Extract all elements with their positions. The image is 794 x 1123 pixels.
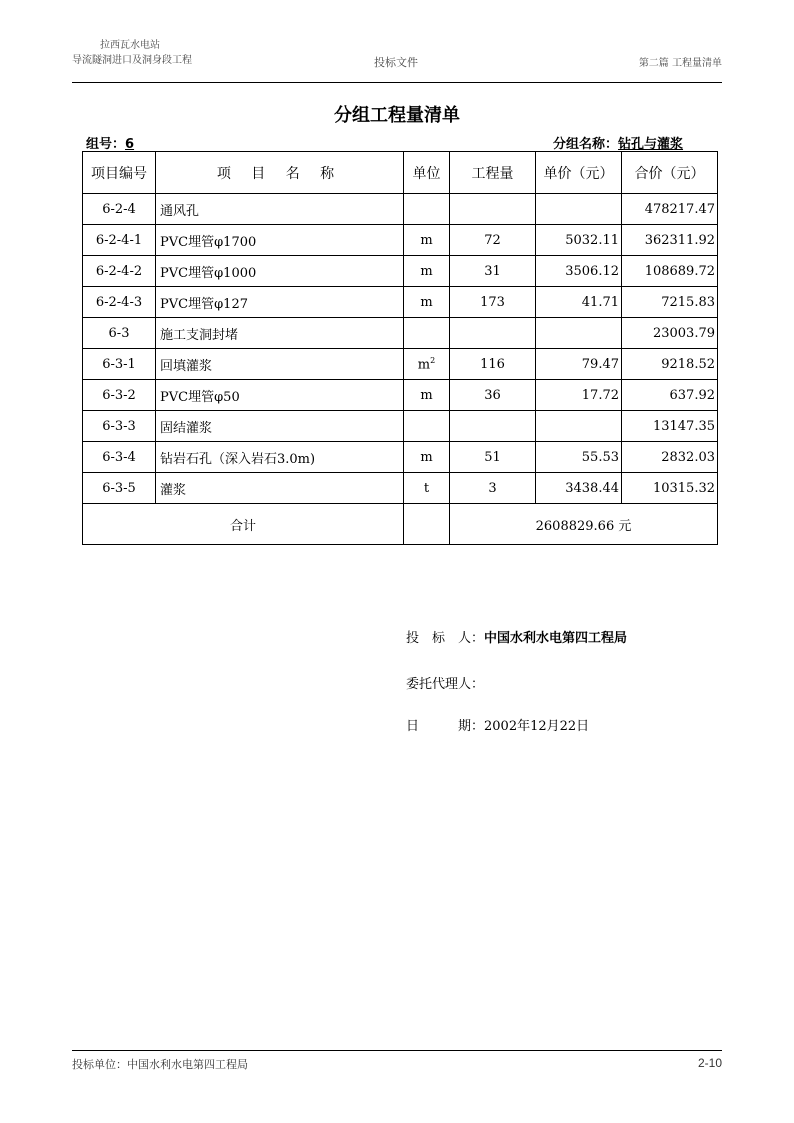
cell-unit-text: m	[420, 263, 433, 279]
cell-total-text: 7215.83	[661, 294, 715, 310]
cell-name-text: PVC埋管φ127	[160, 296, 248, 312]
date-value: 2002年12月22日	[484, 719, 590, 734]
header-project	[72, 38, 192, 68]
cell-total-text: 9218.52	[661, 356, 715, 372]
cell-unit	[404, 473, 450, 504]
cell-price	[536, 225, 622, 256]
cell-code-text: 6-3	[108, 325, 130, 341]
header-project-line2: 导流隧洞进口及洞身段工程	[72, 55, 192, 66]
cell-price	[536, 349, 622, 380]
cell-code-text: 6-2-4-3	[95, 294, 143, 310]
cell-qty	[450, 194, 536, 225]
cell-total-text: 2832.03	[661, 449, 715, 465]
footer-page-number: 2-10	[697, 1056, 722, 1070]
col-header-name-text: 项 目 名 称	[216, 165, 343, 182]
cell-qty-text: 31	[484, 263, 501, 279]
cell-qty	[450, 473, 536, 504]
cell-code-text: 6-3-5	[102, 480, 136, 496]
cell-code-text: 6-3-1	[102, 356, 136, 372]
cell-qty	[450, 318, 536, 349]
cell-unit	[404, 442, 450, 473]
col-header-unit: 单位	[404, 152, 450, 194]
cell-qty	[450, 442, 536, 473]
cell-code-text: 6-3-2	[102, 387, 136, 403]
cell-qty-text: 3	[488, 480, 497, 496]
col-header-qty: 工程量	[450, 152, 536, 194]
agent-line	[406, 673, 484, 692]
table-row	[83, 256, 718, 287]
col-header-total: 合价（元）	[622, 152, 718, 194]
cell-qty-text: 72	[484, 232, 501, 248]
page-footer	[72, 1050, 722, 1071]
col-header-code: 项目编号	[83, 152, 156, 194]
cell-name	[156, 411, 404, 442]
table-row	[83, 380, 718, 411]
cell-name-text: 施工支洞封堵	[160, 327, 239, 343]
cell-qty-text: 173	[480, 294, 505, 310]
table-row	[83, 287, 718, 318]
cell-unit-text: m	[420, 294, 433, 310]
cell-name	[156, 256, 404, 287]
cell-total-text: 637.92	[669, 387, 715, 403]
cell-total	[622, 194, 718, 225]
cell-code	[83, 287, 156, 318]
header-doc-type: 投标文件	[374, 56, 418, 69]
cell-code	[83, 411, 156, 442]
table-row	[83, 194, 718, 225]
cell-name-text: PVC埋管φ1700	[160, 234, 257, 250]
cell-total	[622, 473, 718, 504]
cell-unit	[404, 411, 450, 442]
cell-price	[536, 411, 622, 442]
cell-code-text: 6-2-4-2	[95, 263, 143, 279]
cell-qty	[450, 380, 536, 411]
bill-of-quantities-table	[82, 151, 718, 545]
col-header-price: 单价（元）	[536, 152, 622, 194]
cell-code	[83, 194, 156, 225]
cell-total	[622, 256, 718, 287]
total-label: 合计	[83, 504, 404, 545]
cell-price	[536, 194, 622, 225]
cell-name-text: PVC埋管φ50	[160, 389, 240, 405]
cell-name	[156, 349, 404, 380]
cell-total	[622, 287, 718, 318]
cell-name-text: 钻岩石孔（深入岩石3.0m)	[160, 451, 316, 467]
cell-name-text: 灌浆	[160, 482, 187, 498]
cell-code	[83, 256, 156, 287]
cell-qty	[450, 287, 536, 318]
table-row	[83, 473, 718, 504]
cell-name	[156, 473, 404, 504]
cell-qty	[450, 411, 536, 442]
cell-price-text: 55.53	[581, 449, 619, 465]
cell-name	[156, 194, 404, 225]
cell-qty-text: 116	[480, 356, 505, 372]
cell-total	[622, 318, 718, 349]
bidder-label: 投 标 人：	[406, 631, 485, 646]
cell-name	[156, 442, 404, 473]
cell-name	[156, 287, 404, 318]
cell-total-text: 478217.47	[644, 201, 715, 217]
cell-qty	[450, 349, 536, 380]
cell-code-text: 6-3-3	[102, 418, 136, 434]
agent-label: 委托代理人：	[406, 677, 485, 692]
cell-price	[536, 380, 622, 411]
cell-qty-text: 36	[484, 387, 501, 403]
cell-total	[622, 442, 718, 473]
date-line	[406, 715, 589, 734]
cell-price-text: 5032.11	[565, 232, 619, 248]
cell-total-text: 13147.35	[652, 418, 715, 434]
total-empty-cell	[404, 504, 450, 545]
cell-code-text: 6-2-4-1	[95, 232, 143, 248]
cell-code	[83, 442, 156, 473]
cell-price-text: 41.71	[581, 294, 619, 310]
group-number-label: 组号：	[86, 137, 126, 152]
cell-unit	[404, 256, 450, 287]
table-row	[83, 318, 718, 349]
cell-price	[536, 473, 622, 504]
cell-unit-text: m	[420, 387, 433, 403]
cell-name-text: 通风孔	[160, 203, 200, 219]
cell-price	[536, 256, 622, 287]
cell-total	[622, 380, 718, 411]
table-row	[83, 442, 718, 473]
cell-qty	[450, 256, 536, 287]
cell-qty-text: 51	[484, 449, 501, 465]
cell-code	[83, 473, 156, 504]
cell-total-text: 10315.32	[652, 480, 715, 496]
cell-name	[156, 318, 404, 349]
cell-unit	[404, 287, 450, 318]
cell-name-text: 回填灌浆	[160, 358, 213, 374]
cell-code-text: 6-3-4	[102, 449, 136, 465]
cell-price	[536, 442, 622, 473]
cell-unit	[404, 349, 450, 380]
cell-unit-text: m	[417, 357, 431, 373]
cell-unit-text: m	[420, 232, 433, 248]
cell-name-text: 固结灌浆	[160, 420, 213, 436]
cell-unit	[404, 318, 450, 349]
group-number	[86, 133, 134, 152]
page-header	[72, 38, 722, 83]
cell-total	[622, 411, 718, 442]
bidder-line	[406, 627, 627, 646]
cell-price	[536, 318, 622, 349]
cell-price-text: 17.72	[581, 387, 619, 403]
cell-total	[622, 225, 718, 256]
cell-unit-text: m	[420, 449, 433, 465]
cell-total-text: 362311.92	[644, 232, 715, 248]
cell-unit	[404, 380, 450, 411]
cell-total	[622, 349, 718, 380]
cell-code	[83, 318, 156, 349]
cell-code	[83, 349, 156, 380]
cell-price	[536, 287, 622, 318]
group-name	[553, 133, 683, 152]
group-number-value: 6	[125, 137, 135, 152]
page-title: 分组工程量清单	[334, 105, 460, 126]
cell-total-text: 23003.79	[652, 325, 715, 341]
bidder-value: 中国水利水电第四工程局	[484, 631, 628, 646]
cell-unit	[404, 194, 450, 225]
table-header-row	[83, 152, 718, 194]
table-row	[83, 411, 718, 442]
header-project-line1: 拉西瓦水电站	[100, 40, 160, 51]
group-name-label: 分组名称：	[553, 137, 619, 152]
cell-total-text: 108689.72	[644, 263, 715, 279]
cell-name	[156, 225, 404, 256]
table-row	[83, 225, 718, 256]
cell-code	[83, 225, 156, 256]
cell-qty	[450, 225, 536, 256]
cell-price-text: 3506.12	[565, 263, 619, 279]
cell-code-text: 6-2-4	[102, 201, 136, 217]
cell-name-text: PVC埋管φ1000	[160, 265, 257, 281]
date-label: 日 期：	[406, 719, 485, 734]
unit-superscript: 2	[430, 355, 436, 365]
header-section: 第二篇 工程量清单	[638, 58, 722, 69]
cell-name	[156, 380, 404, 411]
total-value: 2608829.66 元	[450, 504, 718, 545]
cell-price-text: 3438.44	[565, 480, 619, 496]
cell-price-text: 79.47	[581, 356, 619, 372]
group-name-value: 钻孔与灌浆	[618, 137, 684, 152]
cell-unit-text: t	[423, 480, 430, 496]
table-row	[83, 349, 718, 380]
cell-unit	[404, 225, 450, 256]
col-header-name	[156, 152, 404, 194]
table-total-row	[83, 504, 718, 545]
footer-bidder: 投标单位：中国水利水电第四工程局	[72, 1058, 248, 1071]
cell-code	[83, 380, 156, 411]
